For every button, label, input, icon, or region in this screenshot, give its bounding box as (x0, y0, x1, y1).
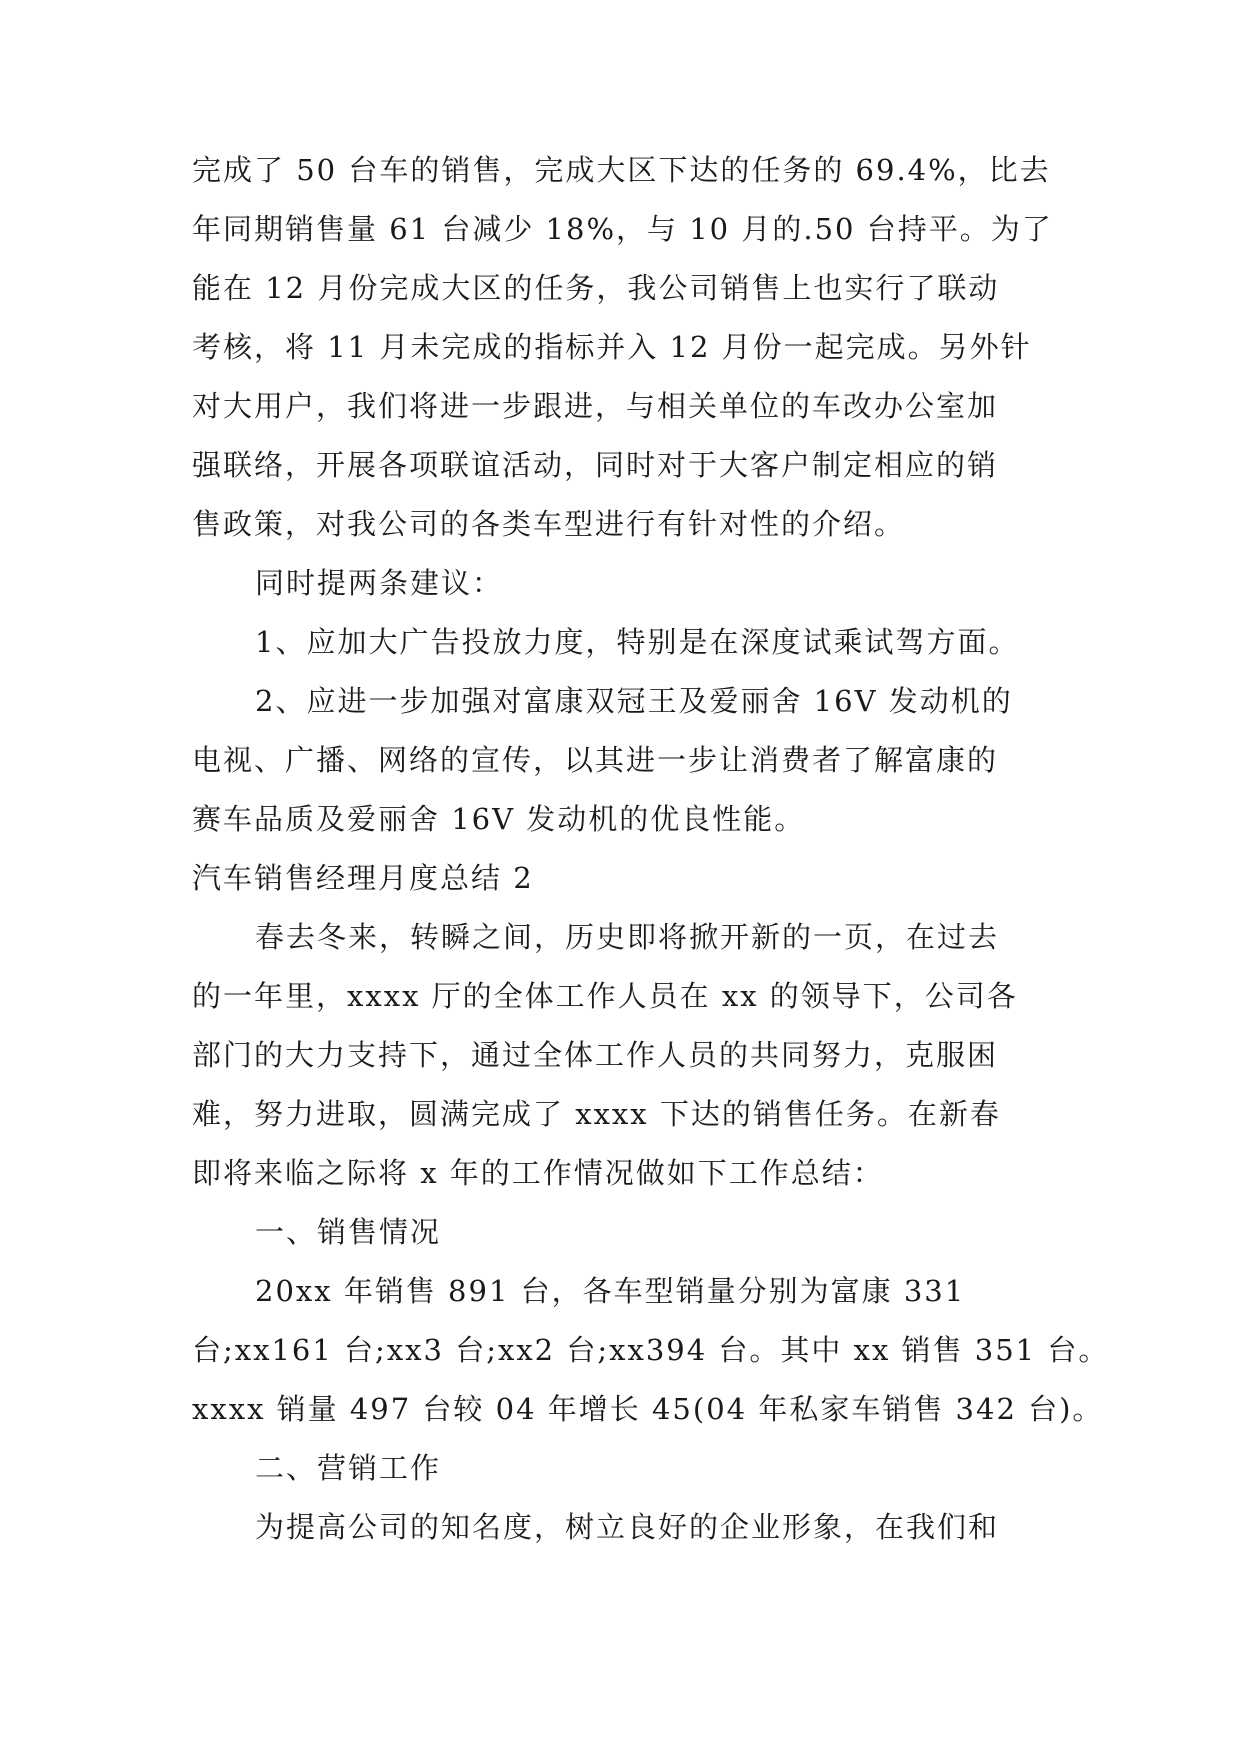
paragraph-line: 电视、广播、网络的宣传，以其进一步让消费者了解富康的 (192, 743, 999, 777)
paragraph-line: xxxx 销量 497 台较 04 年增长 45(04 年私家车销售 342 台)。 (192, 1392, 1104, 1426)
paragraph-line: 完成了 50 台车的销售，完成大区下达的任务的 69.4%，比去 (192, 153, 1051, 187)
paragraph-line: 春去冬来，转瞬之间，历史即将掀开新的一页，在过去 (255, 920, 1000, 954)
paragraph-line: 为提高公司的知名度，树立良好的企业形象，在我们和 (255, 1510, 1000, 1544)
subheading: 二、营销工作 (255, 1451, 442, 1485)
paragraph-line: 能在 12 月份完成大区的任务，我公司销售上也实行了联动 (192, 271, 1000, 305)
paragraph-line: 年同期销售量 61 台减少 18%，与 10 月的.50 台持平。为了 (192, 212, 1053, 246)
paragraph-line: 20xx 年销售 891 台，各车型销量分别为富康 331 (255, 1274, 966, 1308)
paragraph-line: 即将来临之际将 x 年的工作情况做如下工作总结： (192, 1156, 884, 1190)
subheading: 一、销售情况 (255, 1215, 442, 1249)
section-title: 汽车销售经理月度总结 2 (192, 861, 534, 895)
paragraph-line: 部门的大力支持下，通过全体工作人员的共同努力，克服困 (192, 1038, 999, 1072)
paragraph-line: 难，努力进取，圆满完成了 xxxx 下达的销售任务。在新春 (192, 1097, 1001, 1131)
paragraph-line: 对大用户，我们将进一步跟进，与相关单位的车改办公室加 (192, 389, 999, 423)
list-item: 1、应加大广告投放力度，特别是在深度试乘试驾方面。 (255, 625, 1020, 659)
paragraph-line: 考核，将 11 月未完成的指标并入 12 月份一起完成。另外针 (192, 330, 1032, 364)
paragraph-line: 同时提两条建议： (255, 566, 504, 600)
paragraph-line: 的一年里，xxxx 厅的全体工作人员在 xx 的领导下，公司各 (192, 979, 1018, 1013)
list-item: 2、应进一步加强对富康双冠王及爱丽舍 16V 发动机的 (255, 684, 1013, 718)
paragraph-line: 售政策，对我公司的各类车型进行有针对性的介绍。 (192, 507, 906, 541)
paragraph-line: 台;xx161 台;xx3 台;xx2 台;xx394 台。其中 xx 销售 351 台。 (192, 1333, 1110, 1367)
paragraph-line: 赛车品质及爱丽舍 16V 发动机的优良性能。 (192, 802, 806, 836)
paragraph-line: 强联络，开展各项联谊活动，同时对于大客户制定相应的销 (192, 448, 999, 482)
